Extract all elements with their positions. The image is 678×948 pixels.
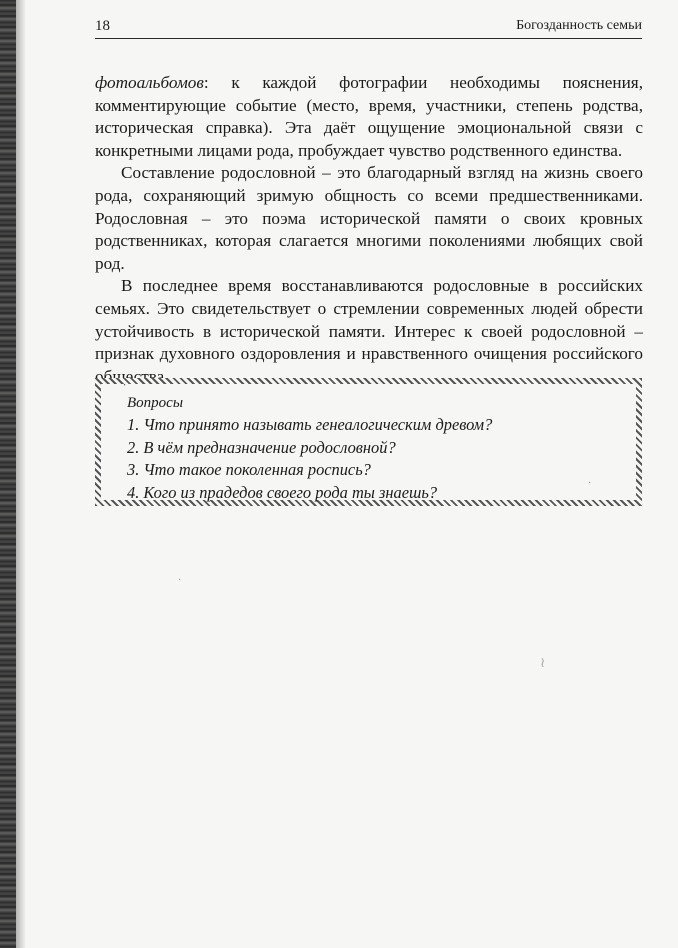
paragraph-1 [95, 72, 643, 162]
scan-speck: · [588, 478, 592, 489]
questions-list [127, 392, 626, 504]
question-item: 2. В чём предназначение родословной? [127, 437, 396, 457]
scan-speck: ≀ [540, 656, 546, 671]
page-header [95, 18, 642, 39]
questions-title: Вопросы [127, 395, 183, 411]
questions-box [95, 378, 642, 506]
question-item: 1. Что принято называть генеалогическим древом? [127, 415, 493, 435]
scan-speck: · [178, 575, 182, 586]
italic-term: фотоальбомов [95, 73, 204, 92]
running-title: Богозданность семьи [516, 18, 642, 33]
body-text [95, 72, 643, 388]
paragraph-1-text: : к каждой фотографии необходимы пояснения, комментирующие событие (место, время, участники, степень родства, историческая справка). Эта даёт ощущение эмоциональной связи с конкретными лицами рода, пробуждает чувство родственного единства. [95, 73, 643, 160]
paragraph-2: Составление родословной – это благодарный взгляд на жизнь своего рода, сохраняющий зримую общность со всеми предшественниками. Родословная – это поэма исторической памяти о своих кровных родственниках, которая слагается многими поколениями любящих свой род. [95, 163, 643, 273]
question-item: 4. Кого из прадедов своего рода ты знаешь? [127, 482, 438, 502]
question-item: 3. Что такое поколенная роспись? [127, 460, 371, 480]
paragraph-3: В последнее время восстанавливаются родословные в российских семьях. Это свидетельствует о стремлении современных людей обрести устойчивость в исторической памяти. Интерес к своей родословной – признак духовного оздоровления и нравственного очищения российского общества. [95, 276, 643, 386]
page-number: 18 [95, 18, 110, 34]
scan-edge-shadow [16, 0, 26, 948]
scan-edge-artifact [0, 0, 16, 948]
